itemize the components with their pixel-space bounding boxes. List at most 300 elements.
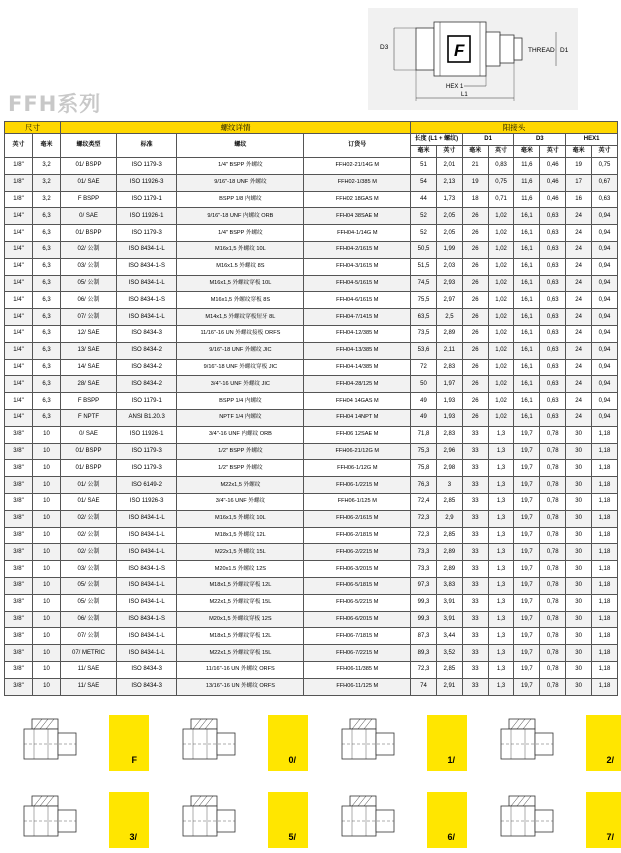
table-cell: 17: [566, 174, 592, 191]
table-cell: 1,97: [436, 376, 462, 393]
table-cell: 1/4" BSPP 外螺纹: [177, 158, 304, 175]
table-cell: 16,1: [514, 225, 540, 242]
table-cell: M22x1,5 外螺纹 15L: [177, 544, 304, 561]
table-cell: 1,02: [488, 325, 514, 342]
table-cell: 19,7: [514, 577, 540, 594]
table-cell: 1/4": [5, 309, 33, 326]
table-cell: 72,4: [411, 493, 437, 510]
fitting-drawing: [368, 8, 578, 110]
thread-panel: [481, 715, 621, 771]
table-cell: 0,94: [592, 208, 618, 225]
table-cell: 19,7: [514, 611, 540, 628]
table-cell: 0,46: [540, 158, 566, 175]
thread-code-badge: [109, 715, 149, 771]
table-cell: 26: [462, 241, 488, 258]
table-cell: 0,94: [592, 342, 618, 359]
table-cell: 3/8": [5, 628, 33, 645]
table-cell: 02/ 公制: [61, 241, 117, 258]
table-cell: 6,3: [33, 342, 61, 359]
thread-panel: [322, 792, 467, 848]
table-cell: 1,02: [488, 376, 514, 393]
table-cell: 51: [411, 158, 437, 175]
table-cell: 19,7: [514, 678, 540, 695]
table-cell: 30: [566, 561, 592, 578]
table-cell: ISO 8434-1-L: [117, 241, 177, 258]
table-cell: 11/16"-16 UN 外螺纹接板 ORFS: [177, 325, 304, 342]
table-cell: 01/ BSPP: [61, 225, 117, 242]
table-cell: M22x1,5 外螺纹: [177, 477, 304, 494]
table-cell: 3/4"-16 UNF 外螺纹 JIC: [177, 376, 304, 393]
table-cell: 0,63: [540, 258, 566, 275]
table-cell: 1,3: [488, 426, 514, 443]
table-cell: 3/8": [5, 493, 33, 510]
table-cell: 0,63: [540, 376, 566, 393]
table-row: [5, 191, 618, 208]
table-cell: ISO 8434-1-S: [117, 611, 177, 628]
table-cell: 01/ BSPP: [61, 443, 117, 460]
table-cell: 19,7: [514, 544, 540, 561]
table-cell: 1,18: [592, 661, 618, 678]
table-cell: 6,3: [33, 275, 61, 292]
table-cell: 0,78: [540, 527, 566, 544]
table-cell: 11/ SAE: [61, 661, 117, 678]
table-cell: 3/8": [5, 527, 33, 544]
table-cell: 10: [33, 645, 61, 662]
thread-code: 6/: [447, 832, 455, 842]
table-cell: 1,02: [488, 342, 514, 359]
table-row: [5, 325, 618, 342]
table-cell: 30: [566, 628, 592, 645]
table-cell: 16,1: [514, 376, 540, 393]
fitting-end-icon: [322, 715, 427, 771]
table-cell: 30: [566, 426, 592, 443]
table-cell: 0,63: [540, 309, 566, 326]
table-cell: 3/8": [5, 661, 33, 678]
table-row: [5, 510, 618, 527]
table-cell: 1,18: [592, 443, 618, 460]
table-cell: 1,99: [436, 241, 462, 258]
table-cell: ISO 11926-3: [117, 174, 177, 191]
table-cell: 3/8": [5, 611, 33, 628]
table-cell: 53,6: [411, 342, 437, 359]
table-cell: 33: [462, 577, 488, 594]
table-cell: 0,94: [592, 393, 618, 410]
table-cell: F NPTF: [61, 409, 117, 426]
table-cell: 0,63: [540, 342, 566, 359]
table-row: [5, 409, 618, 426]
table-cell: 26: [462, 359, 488, 376]
table-cell: 24: [566, 376, 592, 393]
table-cell: 1/4": [5, 376, 33, 393]
thread-code: 1/: [447, 755, 455, 765]
table-cell: 26: [462, 409, 488, 426]
table-cell: 9/16"-18 UNF 外螺纹: [177, 174, 304, 191]
header-inch: 英寸: [5, 134, 33, 158]
table-cell: 24: [566, 409, 592, 426]
table-row: [5, 460, 618, 477]
table-cell: 16,1: [514, 325, 540, 342]
table-cell: ISO 1179-3: [117, 158, 177, 175]
fitting-end-icon: [481, 715, 586, 771]
table-cell: 0,63: [540, 275, 566, 292]
table-cell: 1,93: [436, 393, 462, 410]
table-cell: 02/ 公制: [61, 527, 117, 544]
table-cell: 03/ 公制: [61, 561, 117, 578]
table-cell: 10: [33, 493, 61, 510]
table-cell: ISO 8434-1-L: [117, 594, 177, 611]
table-cell: 16,1: [514, 393, 540, 410]
table-cell: FFH06-7/1815 M: [304, 628, 411, 645]
table-cell: 0,46: [540, 191, 566, 208]
table-cell: 1,02: [488, 393, 514, 410]
table-cell: 26: [462, 325, 488, 342]
table-cell: 6,3: [33, 376, 61, 393]
table-cell: 30: [566, 493, 592, 510]
table-body: [5, 158, 618, 696]
table-cell: 73,5: [411, 325, 437, 342]
table-cell: 1,18: [592, 477, 618, 494]
table-cell: 28/ SAE: [61, 376, 117, 393]
table-cell: 1,02: [488, 292, 514, 309]
table-cell: 10: [33, 678, 61, 695]
table-cell: 1,3: [488, 477, 514, 494]
table-cell: 1,18: [592, 645, 618, 662]
table-cell: 1/2" BSPP 外螺纹: [177, 460, 304, 477]
table-cell: 9/16"-18 UNF 外螺纹穿板 JIC: [177, 359, 304, 376]
table-cell: 3/8": [5, 678, 33, 695]
table-cell: 1/4": [5, 275, 33, 292]
table-row: [5, 477, 618, 494]
table-cell: FFH06-2/1615 M: [304, 510, 411, 527]
table-cell: 30: [566, 611, 592, 628]
table-cell: 19: [462, 174, 488, 191]
table-cell: 75,3: [411, 443, 437, 460]
thread-panel: [481, 792, 621, 848]
table-cell: 10: [33, 628, 61, 645]
table-cell: 1,18: [592, 678, 618, 695]
table-cell: ISO 1179-1: [117, 393, 177, 410]
table-cell: FFH02-21/14G M: [304, 158, 411, 175]
table-cell: 9/16"-18 UNF 外螺纹 JIC: [177, 342, 304, 359]
table-cell: 26: [462, 376, 488, 393]
table-cell: 11,6: [514, 191, 540, 208]
table-cell: 76,3: [411, 477, 437, 494]
table-cell: 0,94: [592, 376, 618, 393]
table-cell: 3: [436, 477, 462, 494]
table-cell: 30: [566, 443, 592, 460]
table-cell: 0,46: [540, 174, 566, 191]
table-cell: FFH06-5/1815 M: [304, 577, 411, 594]
table-cell: 1,3: [488, 493, 514, 510]
thread-code: 3/: [129, 832, 137, 842]
table-cell: ISO 11926-1: [117, 208, 177, 225]
table-cell: M18x1,5 外螺纹穿板 12L: [177, 628, 304, 645]
table-cell: 3/8": [5, 561, 33, 578]
table-cell: 0,78: [540, 493, 566, 510]
header-standard: 标准: [117, 134, 177, 158]
table-cell: 2,85: [436, 661, 462, 678]
table-cell: 72,3: [411, 661, 437, 678]
table-row: [5, 158, 618, 175]
table-cell: 24: [566, 225, 592, 242]
table-cell: 10: [33, 561, 61, 578]
table-cell: 16,1: [514, 208, 540, 225]
table-cell: 30: [566, 577, 592, 594]
table-cell: ISO 11926-1: [117, 426, 177, 443]
table-row: [5, 594, 618, 611]
table-row: [5, 342, 618, 359]
table-cell: 1,3: [488, 527, 514, 544]
table-cell: 1,3: [488, 628, 514, 645]
table-cell: 01/ SAE: [61, 493, 117, 510]
table-cell: 33: [462, 477, 488, 494]
thread-panel: [322, 715, 467, 771]
table-cell: 9/16"-18 UNF 内螺纹 ORB: [177, 208, 304, 225]
header-hex-mm: 毫米: [566, 146, 592, 158]
table-cell: 3/8": [5, 426, 33, 443]
table-cell: 1,93: [436, 409, 462, 426]
table-cell: 33: [462, 443, 488, 460]
table-cell: 19,7: [514, 443, 540, 460]
table-cell: 1,02: [488, 359, 514, 376]
thread-code: 7/: [606, 832, 614, 842]
table-cell: 6,3: [33, 325, 61, 342]
table-cell: 51,5: [411, 258, 437, 275]
thread-panel: [163, 792, 308, 848]
table-cell: 1,18: [592, 510, 618, 527]
table-row: [5, 544, 618, 561]
table-cell: 3/8": [5, 477, 33, 494]
fitting-end-icon: [4, 792, 109, 848]
header-hex1: HEX1: [566, 134, 618, 146]
thread-code-badge: [427, 715, 467, 771]
table-cell: 1,3: [488, 594, 514, 611]
thread-code-badge: [586, 715, 621, 771]
table-cell: 16,1: [514, 241, 540, 258]
table-cell: ANSI B1.20.3: [117, 409, 177, 426]
table-cell: ISO 8434-1-L: [117, 275, 177, 292]
table-cell: 30: [566, 645, 592, 662]
table-cell: 1,18: [592, 460, 618, 477]
table-cell: FFH06-1/2215 M: [304, 477, 411, 494]
table-cell: 10: [33, 443, 61, 460]
table-cell: 0,63: [540, 325, 566, 342]
table-cell: 2,96: [436, 443, 462, 460]
table-cell: 33: [462, 661, 488, 678]
table-cell: 3/8": [5, 577, 33, 594]
thread-panels: [0, 710, 621, 842]
table-cell: 0,63: [592, 191, 618, 208]
table-cell: 24: [566, 359, 592, 376]
table-cell: 89,3: [411, 645, 437, 662]
table-row: [5, 561, 618, 578]
table-cell: 12/ SAE: [61, 325, 117, 342]
table-cell: M16x1,5 外螺纹穿板 8S: [177, 292, 304, 309]
table-cell: ISO 6149-2: [117, 477, 177, 494]
table-cell: FFH04-12/385 M: [304, 325, 411, 342]
table-cell: 10: [33, 661, 61, 678]
table-cell: 01/ BSPP: [61, 158, 117, 175]
header-mm: 毫米: [33, 134, 61, 158]
table-cell: 3/8": [5, 645, 33, 662]
table-cell: 1,3: [488, 661, 514, 678]
table-cell: 10: [33, 527, 61, 544]
table-cell: 0,78: [540, 460, 566, 477]
table-cell: FFH02 18GAS M: [304, 191, 411, 208]
table-cell: FFH04 38SAE M: [304, 208, 411, 225]
table-cell: 87,3: [411, 628, 437, 645]
table-cell: 71,8: [411, 426, 437, 443]
table-cell: 3,44: [436, 628, 462, 645]
table-cell: 07/ 公制: [61, 309, 117, 326]
table-cell: 0/ SAE: [61, 208, 117, 225]
table-cell: 1,02: [488, 225, 514, 242]
table-cell: M16x1,5 外螺纹 10L: [177, 241, 304, 258]
table-cell: FFH04-1/14G M: [304, 225, 411, 242]
table-cell: ISO 8434-3: [117, 678, 177, 695]
table-cell: FFH02-1/385 M: [304, 174, 411, 191]
table-cell: M20x1,5 外螺纹穿板 12S: [177, 611, 304, 628]
table-cell: 6,3: [33, 393, 61, 410]
spec-table: [4, 121, 618, 696]
table-cell: 30: [566, 544, 592, 561]
table-cell: 3,91: [436, 594, 462, 611]
table-cell: 26: [462, 208, 488, 225]
table-cell: 72,3: [411, 510, 437, 527]
table-cell: 01/ 公制: [61, 477, 117, 494]
table-cell: 33: [462, 594, 488, 611]
table-cell: 73,3: [411, 544, 437, 561]
header-thread-details: 螺纹详情: [61, 122, 411, 134]
table-row: [5, 443, 618, 460]
table-cell: 0,78: [540, 661, 566, 678]
table-cell: ISO 8434-1-L: [117, 577, 177, 594]
table-cell: 1,18: [592, 527, 618, 544]
table-cell: 2,83: [436, 359, 462, 376]
table-cell: 1/4": [5, 409, 33, 426]
table-cell: 0,67: [592, 174, 618, 191]
table-cell: 16,1: [514, 359, 540, 376]
thread-panel: [4, 792, 149, 848]
table-row: [5, 376, 618, 393]
table-cell: 3,2: [33, 174, 61, 191]
table-cell: 26: [462, 225, 488, 242]
header-order-no: 订货号: [304, 134, 411, 158]
table-cell: 26: [462, 393, 488, 410]
table-cell: 0,78: [540, 544, 566, 561]
table-cell: M22x1,5 外螺纹穿板 15L: [177, 594, 304, 611]
thread-code: 0/: [288, 755, 296, 765]
table-cell: ISO 8434-2: [117, 342, 177, 359]
table-cell: 24: [566, 342, 592, 359]
table-cell: ISO 8434-1-L: [117, 645, 177, 662]
table-cell: 16,1: [514, 292, 540, 309]
table-cell: 30: [566, 477, 592, 494]
table-cell: 0,83: [488, 158, 514, 175]
table-cell: 1,18: [592, 561, 618, 578]
table-cell: 2,13: [436, 174, 462, 191]
table-cell: 1/2" BSPP 外螺纹: [177, 443, 304, 460]
table-cell: 24: [566, 309, 592, 326]
table-cell: 3,91: [436, 611, 462, 628]
table-cell: ISO 8434-1-L: [117, 544, 177, 561]
table-cell: 44: [411, 191, 437, 208]
table-cell: 72,3: [411, 527, 437, 544]
table-row: [5, 359, 618, 376]
table-cell: ISO 8434-1-S: [117, 292, 177, 309]
table-cell: 0,78: [540, 443, 566, 460]
thread-code: F: [131, 755, 137, 765]
table-cell: 18: [462, 191, 488, 208]
table-cell: M18x1,5 外螺纹穿板 12L: [177, 577, 304, 594]
thread-code-badge: [268, 715, 308, 771]
table-cell: 33: [462, 510, 488, 527]
header-row-groups: [5, 122, 618, 134]
table-row: [5, 225, 618, 242]
table-cell: ISO 11926-3: [117, 493, 177, 510]
table-cell: 11/ SAE: [61, 678, 117, 695]
table-cell: ISO 8434-3: [117, 325, 177, 342]
table-cell: 2,9: [436, 510, 462, 527]
table-cell: 2,93: [436, 275, 462, 292]
fitting-end-icon: [163, 792, 268, 848]
table-cell: 3,83: [436, 577, 462, 594]
table-cell: FFH06 12SAE M: [304, 426, 411, 443]
drawing-l1-label: L1: [461, 92, 468, 98]
table-cell: 19,7: [514, 460, 540, 477]
table-cell: 3/8": [5, 510, 33, 527]
table-cell: 2,83: [436, 426, 462, 443]
table-cell: 24: [566, 292, 592, 309]
table-cell: 2,97: [436, 292, 462, 309]
table-cell: 6,3: [33, 409, 61, 426]
table-cell: 0,78: [540, 645, 566, 662]
header-d3-mm: 毫米: [514, 146, 540, 158]
table-cell: 13/16"-16 UN 外螺纹 ORFS: [177, 678, 304, 695]
table-cell: ISO 1179-3: [117, 225, 177, 242]
table-cell: 0,78: [540, 426, 566, 443]
table-cell: ISO 8434-2: [117, 376, 177, 393]
table-cell: F BSPP: [61, 191, 117, 208]
header-length: 长度 (L1 + 螺纹): [411, 134, 463, 146]
table-cell: 3/8": [5, 594, 33, 611]
table-cell: 19,7: [514, 645, 540, 662]
table-cell: 24: [566, 275, 592, 292]
table-cell: 1/4": [5, 342, 33, 359]
table-cell: FFH04-13/385 M: [304, 342, 411, 359]
table-cell: 0,94: [592, 309, 618, 326]
table-cell: 26: [462, 342, 488, 359]
table-cell: 1,3: [488, 611, 514, 628]
table-cell: 02/ 公制: [61, 510, 117, 527]
table-cell: 1,3: [488, 443, 514, 460]
table-cell: FFH06-6/2015 M: [304, 611, 411, 628]
table-cell: 1,18: [592, 594, 618, 611]
table-cell: 2,11: [436, 342, 462, 359]
table-row: [5, 527, 618, 544]
table-cell: 2,91: [436, 678, 462, 695]
table-cell: 1/4": [5, 258, 33, 275]
table-cell: 19: [566, 158, 592, 175]
table-row: [5, 577, 618, 594]
table-cell: 33: [462, 493, 488, 510]
table-row: [5, 309, 618, 326]
fitting-end-icon: [163, 715, 268, 771]
table-cell: 1,02: [488, 275, 514, 292]
table-cell: 99,3: [411, 594, 437, 611]
table-cell: 1,3: [488, 678, 514, 695]
table-cell: 33: [462, 544, 488, 561]
